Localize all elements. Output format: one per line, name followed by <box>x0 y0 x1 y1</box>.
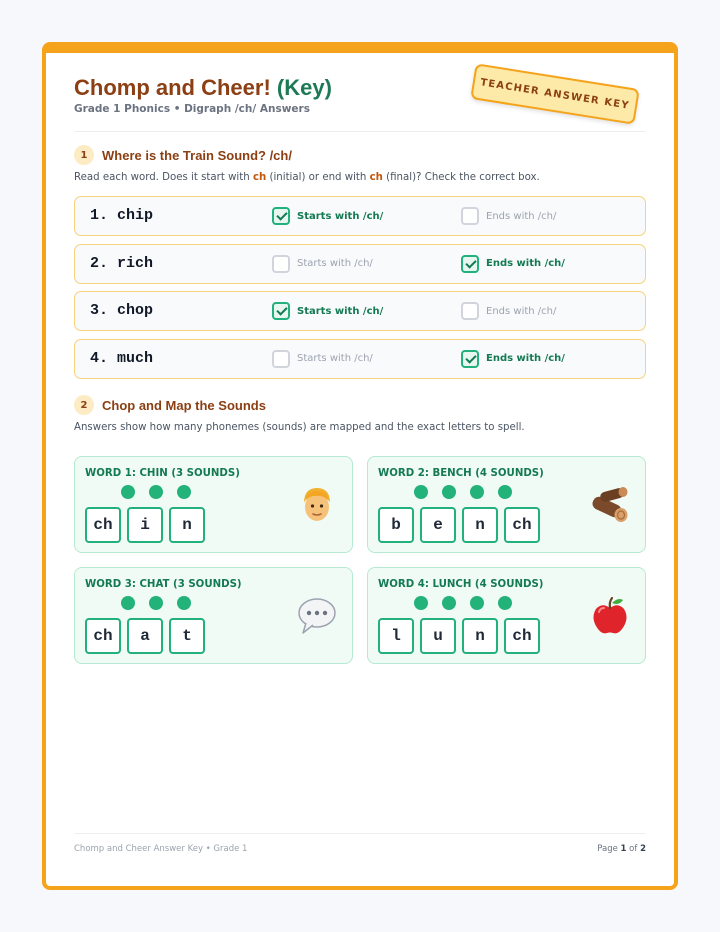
page-number <box>526 844 646 854</box>
starts-with-label: Starts with /ch/ <box>297 353 373 364</box>
section-2-title: Chop and Map the Sounds <box>102 397 266 413</box>
page-mid: of <box>626 844 641 854</box>
sound-dot <box>414 596 428 610</box>
letter-tile: n <box>462 618 498 654</box>
footer-caption: Chomp and Cheer Answer Key • Grade 1 <box>74 844 248 854</box>
sound-dot <box>121 596 135 610</box>
starts-with-option[interactable] <box>272 207 383 225</box>
section-1-title: Where is the Train Sound? /ch/ <box>102 147 292 163</box>
word-row-3 <box>74 291 646 331</box>
title-main: Chomp and Cheer! <box>74 75 271 100</box>
letter-tile: l <box>378 618 414 654</box>
ends-with-label: Ends with /ch/ <box>486 353 565 364</box>
ends-with-option[interactable] <box>461 350 565 368</box>
card-title: WORD 2: BENCH (4 SOUNDS) <box>378 468 544 479</box>
letter-tile: b <box>378 507 414 543</box>
sound-map-card-2 <box>367 456 646 553</box>
starts-with-label: Starts with /ch/ <box>297 210 384 222</box>
face-chin-icon <box>295 483 339 527</box>
starts-with-label: Starts with /ch/ <box>297 305 384 317</box>
card-title: WORD 3: CHAT (3 SOUNDS) <box>85 579 242 590</box>
ends-with-label: Ends with /ch/ <box>486 258 565 269</box>
worksheet-page <box>42 42 678 890</box>
instr-text-b: (initial) or end with <box>266 172 370 183</box>
word-label: 1. chip <box>90 207 154 224</box>
title-key: (Key) <box>276 75 332 100</box>
sound-dot <box>149 596 163 610</box>
starts-with-option[interactable] <box>272 350 373 368</box>
section-2-header <box>74 395 266 415</box>
wood-log-icon <box>588 483 632 527</box>
empty-checkbox-icon[interactable] <box>272 350 290 368</box>
ends-with-option[interactable] <box>461 255 565 273</box>
checked-checkbox-icon[interactable] <box>461 350 479 368</box>
empty-checkbox-icon[interactable] <box>461 207 479 225</box>
sound-dot <box>121 485 135 499</box>
instr-highlight-1: ch <box>252 172 267 183</box>
teacher-answer-key-stamp: TEACHER ANSWER KEY <box>470 63 640 125</box>
page-current: 1 <box>620 844 627 854</box>
letter-tile: n <box>462 507 498 543</box>
starts-with-option[interactable] <box>272 255 373 273</box>
ends-with-option[interactable] <box>461 207 556 225</box>
ends-with-option[interactable] <box>461 302 556 320</box>
letter-tile: n <box>169 507 205 543</box>
letter-tile: i <box>127 507 163 543</box>
page-subtitle: Grade 1 Phonics • Digraph /ch/ Answers <box>74 103 310 115</box>
empty-checkbox-icon[interactable] <box>461 302 479 320</box>
word-row-2 <box>74 244 646 284</box>
letter-tile: ch <box>504 507 540 543</box>
letter-tile: a <box>127 618 163 654</box>
sound-map-card-4 <box>367 567 646 664</box>
word-label: 3. chop <box>90 302 154 319</box>
empty-checkbox-icon[interactable] <box>272 255 290 273</box>
speech-bubble-icon <box>295 594 339 638</box>
word-row-4 <box>74 339 646 379</box>
starts-with-option[interactable] <box>272 302 383 320</box>
letter-tile: t <box>169 618 205 654</box>
sound-map-card-1 <box>74 456 353 553</box>
sound-dot <box>498 485 512 499</box>
checked-checkbox-icon[interactable] <box>461 255 479 273</box>
ends-with-label: Ends with /ch/ <box>486 210 557 222</box>
word-row-1 <box>74 196 646 236</box>
sound-dot <box>442 596 456 610</box>
sound-dot <box>414 485 428 499</box>
section-2-number: 2 <box>74 395 94 415</box>
sound-dot <box>442 485 456 499</box>
header-divider <box>74 131 646 132</box>
page-prefix: Page <box>597 844 621 854</box>
word-label: 4. much <box>90 349 154 367</box>
letter-tile: ch <box>85 507 121 543</box>
page-total: 2 <box>640 844 646 854</box>
instr-highlight-2: ch <box>369 172 383 183</box>
section-1-header <box>74 145 292 165</box>
sound-dot <box>470 485 484 499</box>
sound-map-card-3 <box>74 567 353 664</box>
sound-dot <box>177 596 191 610</box>
checked-checkbox-icon[interactable] <box>272 207 290 225</box>
apple-icon <box>588 594 632 638</box>
ends-with-label: Ends with /ch/ <box>486 305 557 317</box>
card-title: WORD 1: CHIN (3 SOUNDS) <box>85 468 240 479</box>
card-title: WORD 4: LUNCH (4 SOUNDS) <box>378 579 544 590</box>
instr-text-c: (final)? Check the correct box. <box>382 172 540 183</box>
word-label: 2. rich <box>90 254 154 272</box>
sound-dot <box>177 485 191 499</box>
instr-text-a: Read each word. Does it start with <box>74 172 253 183</box>
sound-dot <box>149 485 163 499</box>
checked-checkbox-icon[interactable] <box>272 302 290 320</box>
sound-dot <box>498 596 512 610</box>
sound-dot <box>470 596 484 610</box>
starts-with-label: Starts with /ch/ <box>297 258 373 269</box>
section-1-instructions <box>74 172 540 183</box>
letter-tile: ch <box>504 618 540 654</box>
letter-tile: u <box>420 618 456 654</box>
page-title <box>74 75 332 101</box>
letter-tile: e <box>420 507 456 543</box>
section-2-instructions: Answers show how many phonemes (sounds) are mapped and the exact letters to spell. <box>74 422 525 433</box>
footer-divider <box>74 833 646 834</box>
section-1-number: 1 <box>74 145 94 165</box>
letter-tile: ch <box>85 618 121 654</box>
